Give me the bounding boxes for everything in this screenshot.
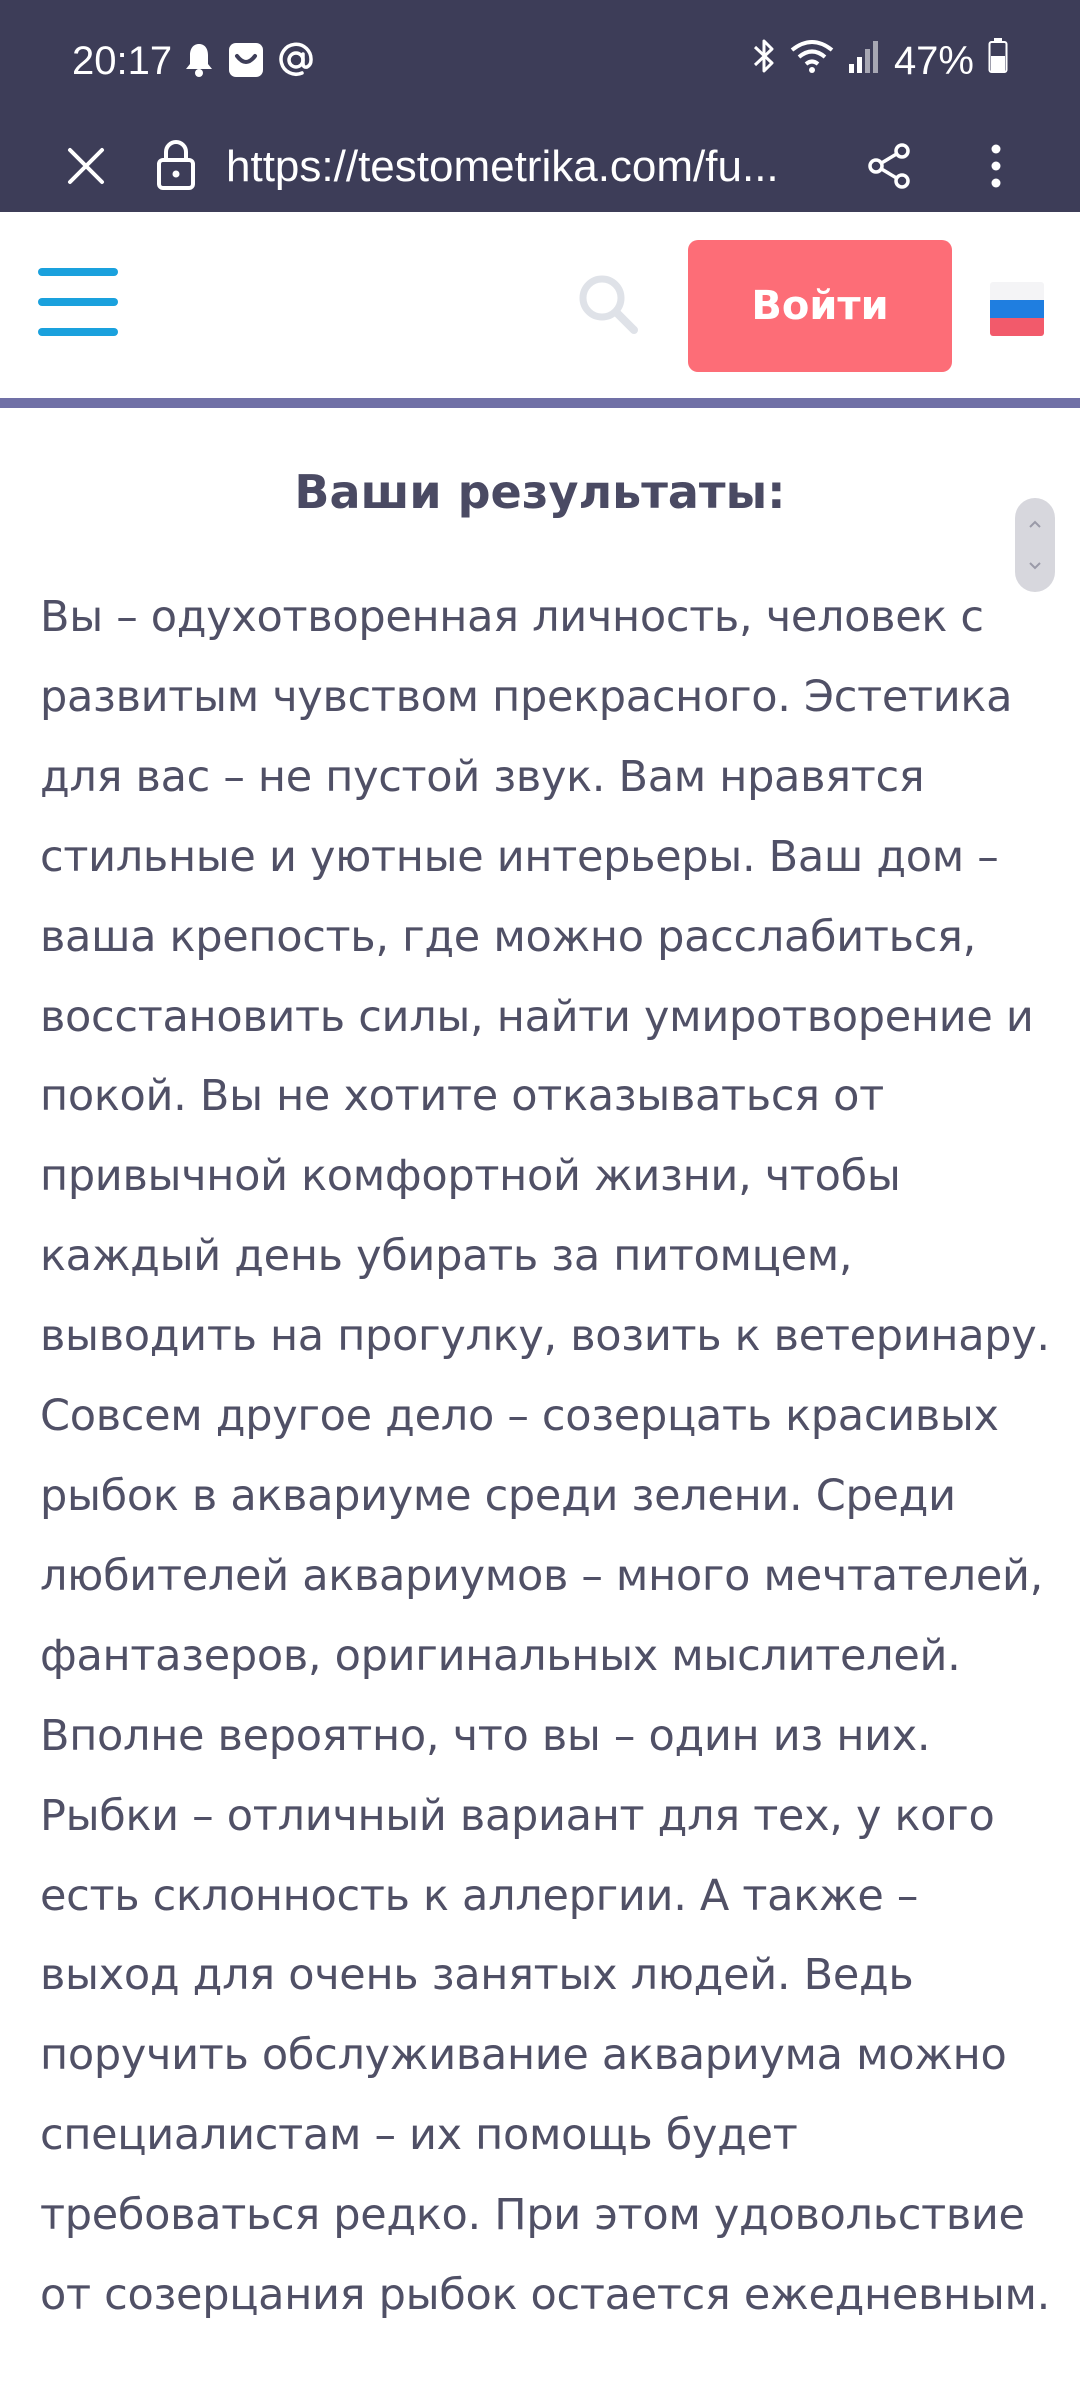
at-sign-icon [278,42,314,83]
search-button[interactable] [574,270,642,338]
text-line: Совсем другое дело – созерцать красивых [40,1391,999,1442]
status-time: 20:17 [72,39,173,83]
text-line: есть склонность к аллергии. А также – [40,1870,919,1921]
results-title: Ваши результаты: [294,465,786,519]
signal-icon [848,39,880,84]
search-icon [576,272,640,336]
text-line: каждый день убирать за питомцем, [40,1231,853,1282]
more-vertical-icon [990,143,1002,189]
text-line: рыбок в аквариуме среди зелени. Среди [40,1470,956,1521]
battery-level: 47% [893,38,974,83]
browser-menu-button[interactable] [966,136,1026,196]
text-line: от созерцания рыбок остается ежедневным. [40,2270,1051,2321]
share-button[interactable] [860,136,920,196]
status-notification-icons [184,40,314,84]
url-bar[interactable]: https://testometrika.com/fu... [226,142,779,191]
share-icon [867,143,913,189]
text-line: покой. Вы не хотите отказываться от [40,1071,884,1122]
text-line: фантазеров, оригинальных мыслителей. [40,1630,961,1681]
site-header [0,212,1080,398]
text-line: специалистам – их помощь будет [40,2110,798,2161]
text-line: поручить обслуживание аквариума можно [40,2030,1007,2081]
chevron-up-icon [1027,516,1043,532]
text-line: Рыбки – отличный вариант для тех, у кого [40,1790,995,1841]
lock-icon[interactable] [150,134,202,194]
close-tab-button[interactable] [56,136,116,196]
text-line: восстановить силы, найти умиротворение и [40,991,1034,1042]
language-flag-icon[interactable] [990,282,1044,336]
text-line: стильные и уютные интерьеры. Ваш дом – [40,831,999,882]
results-description [40,578,1050,2336]
text-line: для вас – не пустой звук. Вам нравятся [40,751,925,802]
text-line: выводить на прогулку, возить к ветеринару. [40,1311,1050,1362]
text-line: Вы – одухотворенная личность, человек с [40,592,984,642]
text-line: развитым чувством прекрасного. Эстетика [40,671,1013,722]
notification-app-icon [228,42,264,83]
status-bar [0,0,1080,120]
bluetooth-icon [752,37,776,85]
text-line: ваша крепость, где можно расслабиться, [40,911,976,962]
chevron-down-icon [1027,558,1043,574]
text-line: Вполне вероятно, что вы – один из них. [40,1710,931,1761]
text-line: любителей аквариумов – много мечтателей, [40,1550,1044,1601]
hamburger-menu-icon[interactable] [38,268,120,340]
status-system-icons [752,36,1008,86]
login-button[interactable]: Войти [688,240,952,372]
battery-icon [988,38,1008,84]
text-line: привычной комфортной жизни, чтобы [40,1151,901,1202]
bell-icon [184,42,214,83]
close-icon [66,146,106,186]
text-line: требоваться редко. При этом удовольствие [40,2190,1025,2241]
wifi-icon [790,38,834,84]
text-line: выход для очень занятых людей. Ведь [40,1950,914,2001]
browser-toolbar [0,120,1080,212]
header-divider [0,398,1080,408]
